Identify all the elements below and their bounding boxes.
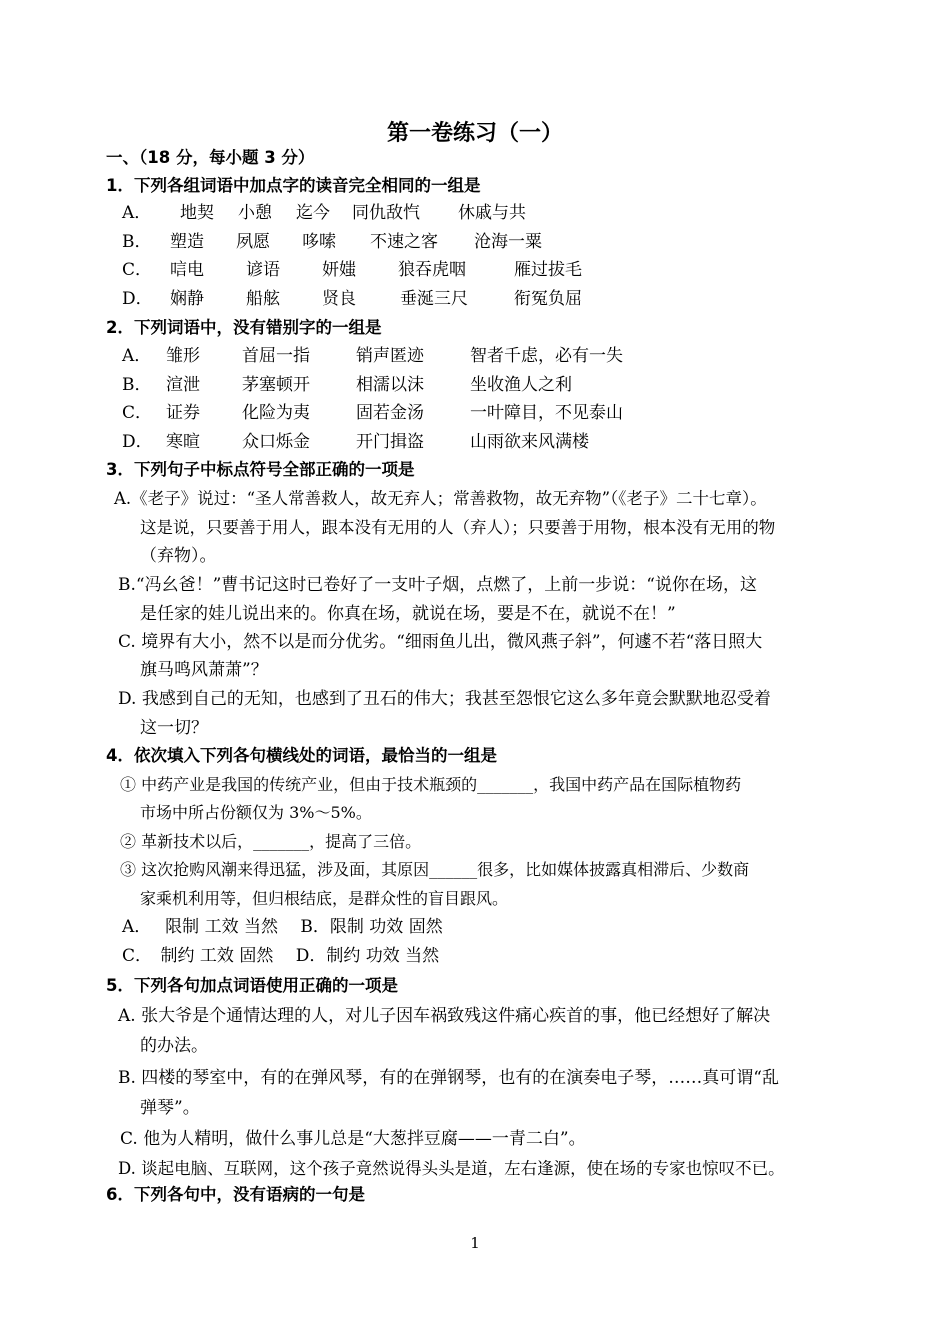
option-label: D． [122,432,153,452]
page-title: 第一卷练习（一） [386,121,563,146]
option-word: 坐收渔人之利 [470,375,572,395]
page-number: 1 [470,1234,480,1252]
option-word: 衔冤负屈 [514,289,582,309]
option-word: 谚语 [246,260,280,280]
q4-choice-line: A． 限制 工效 当然 B．限制 功效 固然 [122,917,443,937]
question-5-stem: 5．下列各句加点词语使用正确的一项是 [106,976,398,995]
option-word: 小憩 [238,203,272,223]
option-word: 船舷 [246,289,280,309]
q5-option-b-line: 弹琴”。 [140,1098,200,1118]
q3-option-c-line: 旗马鸣风萧萧”？ [140,660,268,680]
q4-sentence-line: 家乘机利用等，但归根结底，是群众性的盲目跟风。 [140,889,509,908]
option-word: 迄今 [296,203,330,223]
question-4-stem: 4．依次填入下列各句横线处的词语，最恰当的一组是 [106,746,497,765]
q3-option-a-line: （弃物）。 [140,546,217,566]
option-word: 不速之客 [370,232,438,252]
option-word: 众口烁金 [242,432,310,452]
option-label: B． [122,232,152,252]
section-heading: 一、（18 分，每小题 3 分） [106,148,315,167]
option-label: C． [122,260,153,280]
q3-option-d-line: 这一切？ [140,718,208,738]
option-word: 茅塞顿开 [242,375,310,395]
q4-sentence-line: ③ 这次抢购风潮来得迅猛，涉及面，其原因______很多，比如媒体披露真相滞后、少数商 [120,860,750,879]
option-word: 雏形 [166,346,200,366]
option-word: 沧海一粟 [474,232,542,252]
option-word: 固若金汤 [356,403,424,423]
option-word: 证券 [166,403,200,423]
q4-sentence-line: ② 革新技术以后，_______，提高了三倍。 [120,832,422,851]
option-word: 狼吞虎咽 [398,260,466,280]
option-word: 夙愿 [236,232,270,252]
option-word: 渲泄 [166,375,200,395]
option-word: 哆嗦 [302,232,336,252]
q3-option-d-line: D. 我感到自己的无知，也感到了丑石的伟大；我甚至怨恨它这么多年竟会默默地忍受着 [118,689,771,709]
option-word: 山雨欲来风满楼 [470,432,589,452]
option-word: 首屈一指 [242,346,310,366]
q4-choice-line: C． 制约 工效 固然 D．制约 功效 当然 [122,946,440,966]
option-word: 化险为夷 [242,403,310,423]
option-word: 同仇敌忾 [352,203,420,223]
option-word: 寒暄 [166,432,200,452]
q3-option-a-line: 这是说，只要善于用人，跟本没有无用的人（弃人）；只要善于用物，根本没有无用的物 [140,518,776,537]
option-word: 妍媸 [322,260,356,280]
question-2-stem: 2．下列词语中，没有错别字的一组是 [106,318,382,337]
option-label: A． [122,203,152,223]
option-word: 休戚与共 [458,203,526,223]
option-word: 雁过拔毛 [514,260,582,280]
option-word: 垂涎三尺 [400,289,468,309]
q3-option-a-line: A.《老子》说过：“圣人常善救人，故无弃人；常善救物，故无弃物”（《老子》二十七章）。 [114,489,767,508]
question-6-stem: 6．下列各句中，没有语病的一句是 [106,1185,365,1204]
option-label: A． [122,346,152,366]
option-label: D． [122,289,153,309]
q4-sentence-line: 市场中所占份额仅为 3%～5%。 [140,803,372,822]
option-word: 销声匿迹 [356,346,424,366]
option-word: 塑造 [170,232,204,252]
q5-option-b-line: B. 四楼的琴室中，有的在弹风琴，有的在弹钢琴，也有的在演奏电子琴，……真可谓“乱 [118,1068,779,1088]
option-word: 地契 [180,203,214,223]
option-word: 贤良 [322,289,356,309]
option-word: 相濡以沫 [356,375,424,395]
q5-option-c-line: C. 他为人精明，做什么事儿总是“大葱拌豆腐——一青二白”。 [120,1129,586,1149]
option-word: 一叶障目，不见泰山 [470,403,623,423]
question-1-stem: 1．下列各组词语中加点字的读音完全相同的一组是 [106,176,481,195]
q4-sentence-line: ① 中药产业是我国的传统产业，但由于技术瓶颈的_______，我国中药产品在国际植物药 [120,775,742,794]
option-word: 智者千虑，必有一失 [470,346,623,366]
option-word: 娴静 [170,289,204,309]
q3-option-b-line: B.“冯幺爸！”曹书记这时已卷好了一支叶子烟，点燃了，上前一步说：“说你在场，这 [118,575,757,595]
q5-option-a-line: A. 张大爷是个通情达理的人，对儿子因车祸致残这件痛心疾首的事，他已经想好了解决 [118,1006,771,1026]
q3-option-c-line: C. 境界有大小，然不以是而分优劣。“细雨鱼儿出，微风燕子斜”，何遽不若“落日照大 [118,632,763,652]
option-word: 唁电 [170,260,204,280]
option-label: B． [122,375,152,395]
q3-option-b-line: 是任家的娃儿说出来的。你真在场，就说在场，要是不在，就说不在！” [140,604,676,624]
option-word: 开门揖盗 [356,432,424,452]
q5-option-d-line: D. 谈起电脑、互联网，这个孩子竟然说得头头是道，左右逢源，使在场的专家也惊叹不已。 [118,1159,785,1178]
option-label: C． [122,403,153,423]
question-3-stem: 3．下列句子中标点符号全部正确的一项是 [106,460,415,479]
q5-option-a-line: 的办法。 [140,1036,208,1056]
